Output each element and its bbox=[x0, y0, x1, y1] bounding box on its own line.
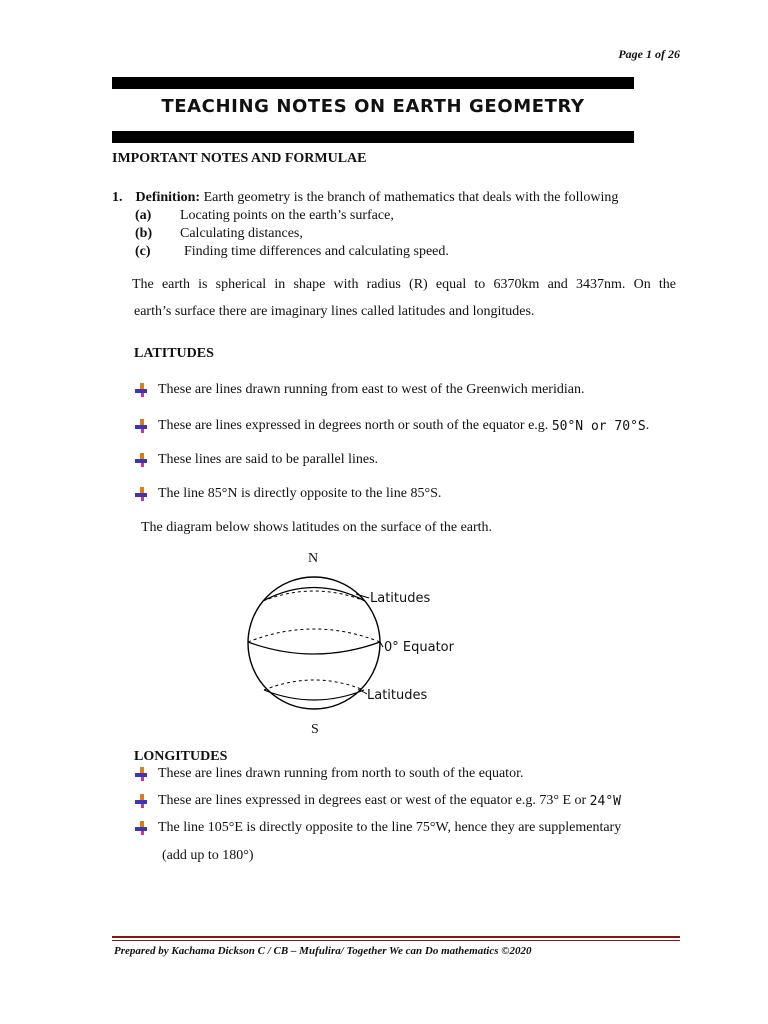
list-item: These lines are said to be parallel lines. bbox=[135, 452, 378, 468]
definition-line bbox=[112, 190, 618, 206]
list-item: These are lines expressed in degrees north or south of the equator e.g. 50°N or 70°S . bbox=[135, 418, 649, 434]
pin-bullet-icon bbox=[135, 487, 149, 501]
pin-bullet-icon bbox=[135, 821, 149, 835]
footer-credit: Prepared by Kachama Dickson C / CB – Mufulira/ Together We can Do mathematics ©2020 bbox=[114, 945, 532, 957]
page-title: TEACHING NOTES ON EARTH GEOMETRY bbox=[161, 96, 585, 117]
definition-text: Earth geometry is the branch of mathematics that deals with the following bbox=[203, 190, 619, 205]
latitude-bottom-back bbox=[264, 680, 364, 690]
list-item: The line 105°E is directly opposite to the line 75°W, hence they are supplementary bbox=[135, 820, 621, 836]
definition-item-b: (b) Calculating distances, bbox=[135, 226, 303, 241]
diagram-north-label: N bbox=[308, 551, 319, 566]
latitudes-heading: LATITUDES bbox=[134, 346, 214, 361]
list-item: These are lines drawn running from east to west of the Greenwich meridian. bbox=[135, 382, 584, 398]
footer-rule bbox=[112, 936, 680, 938]
diagram-equator-label: 0° Equator bbox=[384, 640, 454, 655]
diagram-latitudes-bottom-label: Latitudes bbox=[367, 688, 428, 703]
diagram-caption: The diagram below shows latitudes on the surface of the earth. bbox=[141, 520, 493, 535]
equator-front bbox=[248, 642, 380, 654]
page-number: Page 1 of 26 bbox=[618, 47, 680, 61]
intro-line-1: The earth is spherical in shape with radius (R) equal to 6370km and 3437nm. On the bbox=[132, 277, 676, 292]
earth-circle bbox=[248, 577, 380, 709]
pin-bullet-icon bbox=[135, 419, 149, 433]
pin-bullet-icon bbox=[135, 383, 149, 397]
longitudes-heading: LONGITUDES bbox=[134, 749, 228, 764]
latitude-top-front bbox=[263, 588, 365, 602]
pin-bullet-icon bbox=[135, 767, 149, 781]
list-item: These are lines drawn running from north to south of the equator. bbox=[135, 766, 523, 782]
intro-line-2: earth’s surface there are imaginary lines called latitudes and longitudes. bbox=[134, 304, 535, 319]
title-bar-bottom bbox=[112, 131, 634, 143]
section-heading: IMPORTANT NOTES AND FORMULAE bbox=[112, 151, 367, 166]
definition-number: 1. bbox=[112, 190, 123, 205]
definition-item-a: (a) Locating points on the earth’s surface, bbox=[135, 208, 394, 223]
pin-bullet-icon bbox=[135, 794, 149, 808]
definition-item-c: (c) Finding time differences and calculating speed. bbox=[135, 244, 449, 259]
equator-back bbox=[248, 629, 380, 642]
title-bar-top bbox=[112, 77, 634, 89]
pin-bullet-icon bbox=[135, 453, 149, 467]
diagram-south-label: S bbox=[311, 722, 319, 737]
list-item: The line 85°N is directly opposite to the line 85°S. bbox=[135, 486, 441, 502]
list-item: These are lines expressed in degrees east or west of the equator e.g. 73° E or 24°W bbox=[135, 793, 621, 809]
longitudes-b3-continuation: (add up to 180°) bbox=[162, 848, 254, 863]
definition-term: Definition: bbox=[135, 190, 201, 205]
latitude-top-back bbox=[263, 591, 365, 601]
diagram-latitudes-top-label: Latitudes bbox=[370, 591, 431, 606]
footer-rule-thin bbox=[112, 940, 680, 941]
